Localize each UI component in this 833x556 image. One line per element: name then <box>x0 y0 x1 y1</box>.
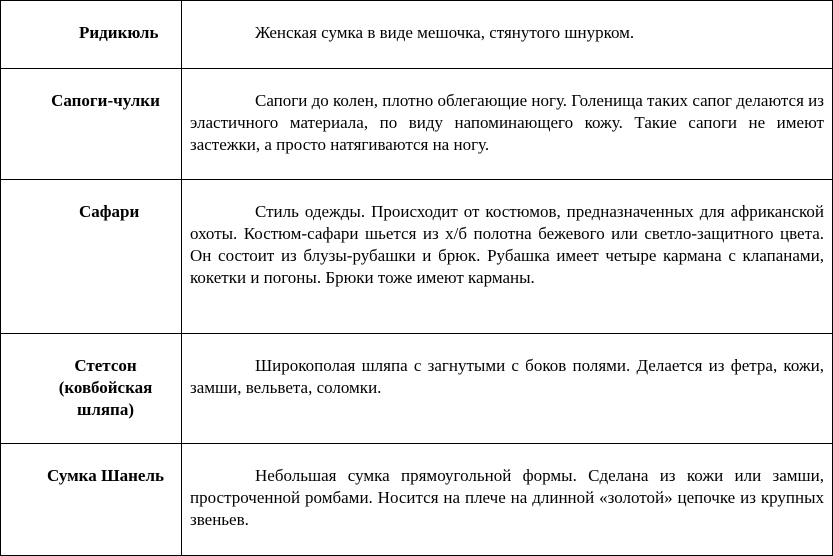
definition-cell <box>182 1 833 69</box>
term-cell <box>1 444 182 556</box>
definition-text: Небольшая сумка прямоугольной формы. Сделана из кожи или замши, простроченной ромбами. Носится на плече на длинной «золотой» цепочке из крупных звеньев. <box>190 466 824 529</box>
table-row <box>1 444 833 556</box>
definition-cell <box>182 444 833 556</box>
definition-text: Широкополая шляпа с загнутыми с боков полями. Делается из фетра, кожи, замши, вельвета, соломки. <box>190 356 824 397</box>
table-row <box>1 334 833 444</box>
term-label: Сумка Шанель <box>46 466 165 485</box>
term-label: Сапоги-чулки <box>51 91 160 110</box>
definition-text: Женская сумка в виде мешочка, стянутого шнурком. <box>255 23 635 42</box>
term-cell <box>1 180 182 334</box>
term-cell <box>1 69 182 180</box>
definition-cell <box>182 180 833 334</box>
table-row <box>1 69 833 180</box>
definition-text: Сапоги до колен, плотно облегающие ногу. Голенища таких сапог делаются из эластичного материала, по виду напоминающего кожу. Такие сапоги не имеют застежки, а просто натягиваются на ногу. <box>190 91 824 154</box>
definition-cell <box>182 334 833 444</box>
definition-cell <box>182 69 833 180</box>
term-cell <box>1 1 182 69</box>
definition-text: Стиль одежды. Происходит от костюмов, предназначенных для африканской охоты. Костюм-сафари шьется из х/б полотна бежевого или светло-защитного цвета. Он состоит из блузы-рубашки и брюк. Рубашка имеет четыре кармана с клапанами, кокетки и погоны. Брюки тоже имеют карманы. <box>190 202 824 287</box>
term-label: Стетсон (ковбойская шляпа) <box>58 356 153 419</box>
term-label: Сафари <box>79 202 140 221</box>
term-label: Ридикюль <box>79 23 159 42</box>
table-row <box>1 1 833 69</box>
term-cell <box>1 334 182 444</box>
table-row <box>1 180 833 334</box>
